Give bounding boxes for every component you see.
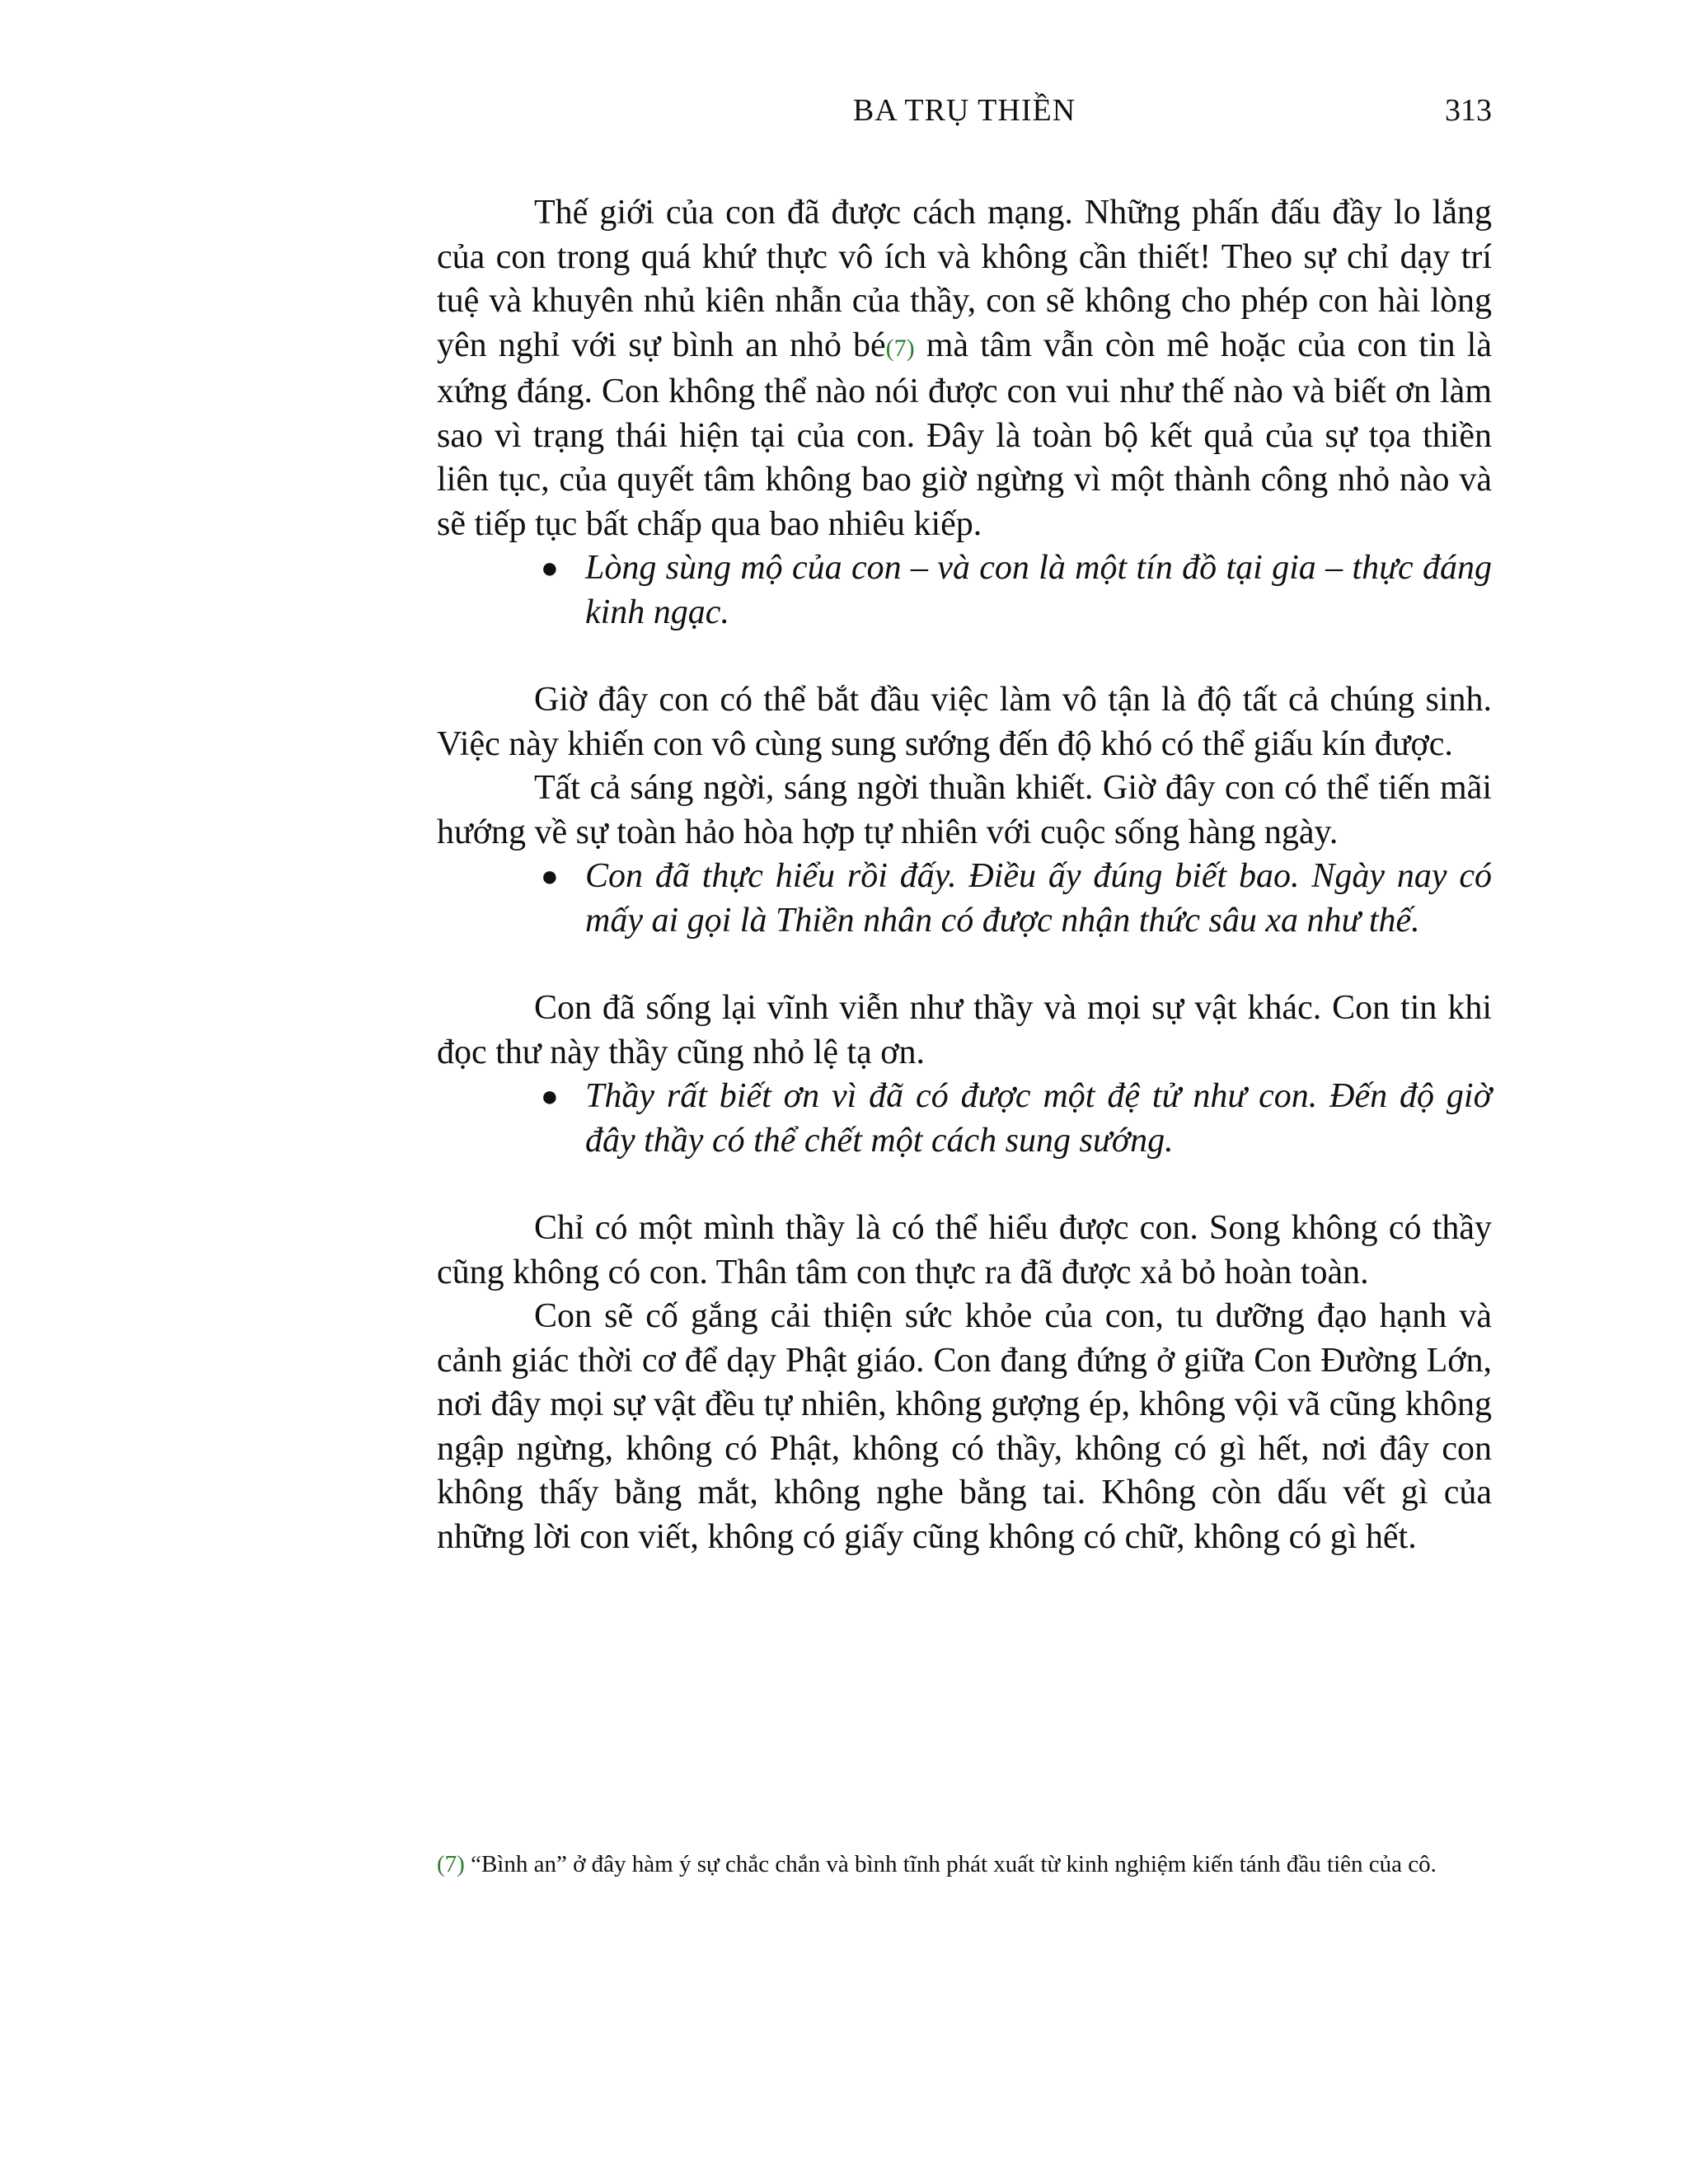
paragraph: Giờ đây con có thể bắt đầu việc làm vô tận là độ tất cả chúng sinh. Việc này khiến con vô cùng sung sướng đến độ khó có thể giấu kín được. (437, 681, 1492, 763)
reply-bullet (437, 546, 1492, 635)
body-text (437, 191, 1492, 1559)
reply-bullet (437, 1075, 1492, 1163)
paragraph-text: Thế giới của con đã được cách mạng. Những phấn đấu đầy lo lắng của con trong quá khứ thực vô ích và không cần thiết! Theo sự chỉ dạy trí tuệ và khuyên nhủ kiên nhẫn của thầy, con sẽ không cho phép con hài lòng yên nghỉ với sự bình an nhỏ bé (437, 194, 1492, 364)
reply-text: Thầy rất biết ơn vì đã có được một đệ tử như con. Đến độ giờ đây thầy có thể chết một cách sung sướng. (585, 1077, 1492, 1160)
footnote-text: “Bình an” ở đây hàm ý sự chắc chắn và bình tĩnh phát xuất từ kinh nghiệm kiến tánh đầu tiên của cô. (464, 1851, 1437, 1877)
reply-bullet (437, 855, 1492, 943)
bullet-icon: ● (541, 551, 559, 584)
bullet-icon: ● (541, 860, 559, 893)
page-header (437, 92, 1492, 142)
paragraph: Chỉ có một mình thầy là có thể hiểu được con. Song không có thầy cũng không có con. Thân tâm con thực ra đã được xả bỏ hoàn toàn. (437, 1209, 1492, 1291)
paragraph: Con đã sống lại vĩnh viễn như thầy và mọi sự vật khác. Con tin khi đọc thư này thầy cũng nhỏ lệ tạ ơn. (437, 989, 1492, 1071)
paragraph (437, 191, 1492, 546)
bullet-icon: ● (541, 1080, 559, 1113)
reply-text: Con đã thực hiểu rồi đấy. Điều ấy đúng biết bao. Ngày nay có mấy ai gọi là Thiền nhân có được nhận thức sâu xa như thế. (585, 857, 1492, 940)
footnote-reference[interactable]: (7) (885, 334, 915, 362)
paragraph: Con sẽ cố gắng cải thiện sức khỏe của con, tu dưỡng đạo hạnh và cảnh giác thời cơ để dạy Phật giáo. Con đang đứng ở giữa Con Đường Lớn, nơi đây mọi sự vật đều tự nhiên, không gượng ép, không vội vã cũng không ngập ngừng, không có Phật, không có thầy, không có gì hết, nơi đây con không thấy bằng mắt, không nghe bằng tai. Không còn dấu vết gì của những lời con viết, không có giấy cũng không có chữ, không có gì hết. (437, 1297, 1492, 1556)
reply-text: Lòng sùng mộ của con – và con là một tín đồ tại gia – thực đáng kinh ngạc. (585, 549, 1492, 631)
footnote-marker: (7) (437, 1851, 465, 1877)
paragraph-text: mà tâm vẫn còn mê hoặc của con tin là xứng đáng. Con không thể nào nói được con vui như thế nào và biết ơn làm sao vì trạng thái hiện tại của con. Đây là toàn bộ kết quả của sự tọa thiền liên tục, của quyết tâm không bao giờ ngừng vì một thành công nhỏ nào và sẽ tiếp tục bất chấp qua bao nhiêu kiếp. (437, 326, 1492, 543)
footnote (437, 1849, 1492, 1880)
running-title: BA TRỤ THIỀN (852, 93, 1076, 128)
paragraph: Tất cả sáng ngời, sáng ngời thuần khiết. Giờ đây con có thể tiến mãi hướng về sự toàn hảo hòa hợp tự nhiên với cuộc sống hàng ngày. (437, 769, 1492, 851)
page-number: 313 (1445, 93, 1492, 128)
